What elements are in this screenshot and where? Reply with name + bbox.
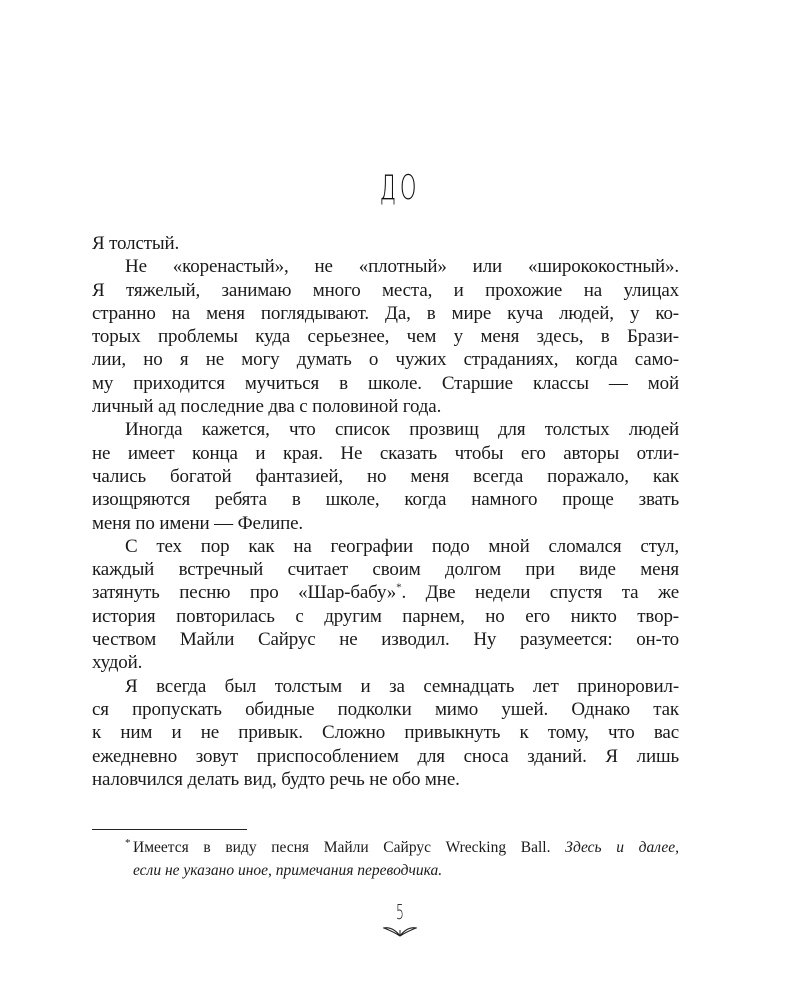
text-line: не имеет конца и края. Не сказать чтобы его авторы отли- <box>92 442 679 464</box>
footnote-italic-text: если не указано иное, примечания переводчика. <box>133 862 443 879</box>
text-line: каждый встречный считает своим долгом при виде меня <box>92 559 679 581</box>
text-line: торых проблемы куда серьезнее, чем у меня здесь, в Брази- <box>92 326 679 348</box>
text-line: ежедневно зовут приспособлением для сноса зданий. Я лишь <box>92 745 679 767</box>
footnote-reference[interactable]: * <box>396 582 402 595</box>
text-line: изощряются ребята в школе, когда намного проще звать <box>92 489 679 511</box>
text-line: Я тяжелый, занимаю много места, и прохожие на улицах <box>92 279 679 301</box>
body-text <box>92 232 679 791</box>
leaf-ornament-icon <box>383 924 417 938</box>
text-line: Иногда кажется, что список прозвищ для толстых людей <box>125 419 679 441</box>
text-line: худой. <box>92 652 143 674</box>
text-line: чались богатой фантазией, но меня всегда поражало, как <box>92 465 679 487</box>
text-line: личный ад последние два с половиной года. <box>92 396 442 418</box>
chapter-title: ДО <box>379 168 421 208</box>
page-number: 5 <box>396 900 404 924</box>
footnote <box>92 836 679 882</box>
footnote-divider <box>92 829 247 830</box>
text-line-with-footnote <box>92 581 679 604</box>
text-line: ся пропускать обидные подколки мимо ушей. Однако так <box>92 698 679 720</box>
text-line: история повторилась с другим парнем, но его никто твор- <box>92 605 679 627</box>
text-line: му приходится мучиться в школе. Старшие классы — мой <box>92 372 679 394</box>
text-line: наловчился делать вид, будто речь не обо мне. <box>92 768 460 790</box>
text-line: странно на меня поглядывают. Да, в мире куча людей, у ко- <box>92 302 679 324</box>
text-line: чеством Майли Сайрус не изводил. Ну разумеется: он-то <box>92 629 679 651</box>
footnote-line <box>92 836 679 859</box>
footnote-mark: * <box>125 837 131 849</box>
text-line: Я толстый. <box>92 233 180 254</box>
text-line: лии, но я не могу думать о чужих страданиях, когда само- <box>92 349 679 371</box>
text-fragment: . Две недели спустя та же <box>401 582 679 604</box>
text-fragment: затянуть песню про «Шар-бабу» <box>92 582 397 604</box>
text-line: Не «коренастый», не «плотный» или «ширококостный». <box>125 256 679 278</box>
text-line: меня по имени — Фелипе. <box>92 512 303 534</box>
footnote-line <box>92 859 679 882</box>
text-line: к ним и не привык. Сложно привыкнуть к тому, что вас <box>92 722 679 744</box>
text-line: Я всегда был толстым и за семнадцать лет приноровил- <box>125 675 679 697</box>
text-line: С тех пор как на географии подо мной сломался стул, <box>125 535 679 557</box>
footnote-text: Имеется в виду песня Майли Сайрус Wrecking Ball. <box>133 839 551 856</box>
footnote-italic-text: Здесь и далее, <box>565 839 679 856</box>
